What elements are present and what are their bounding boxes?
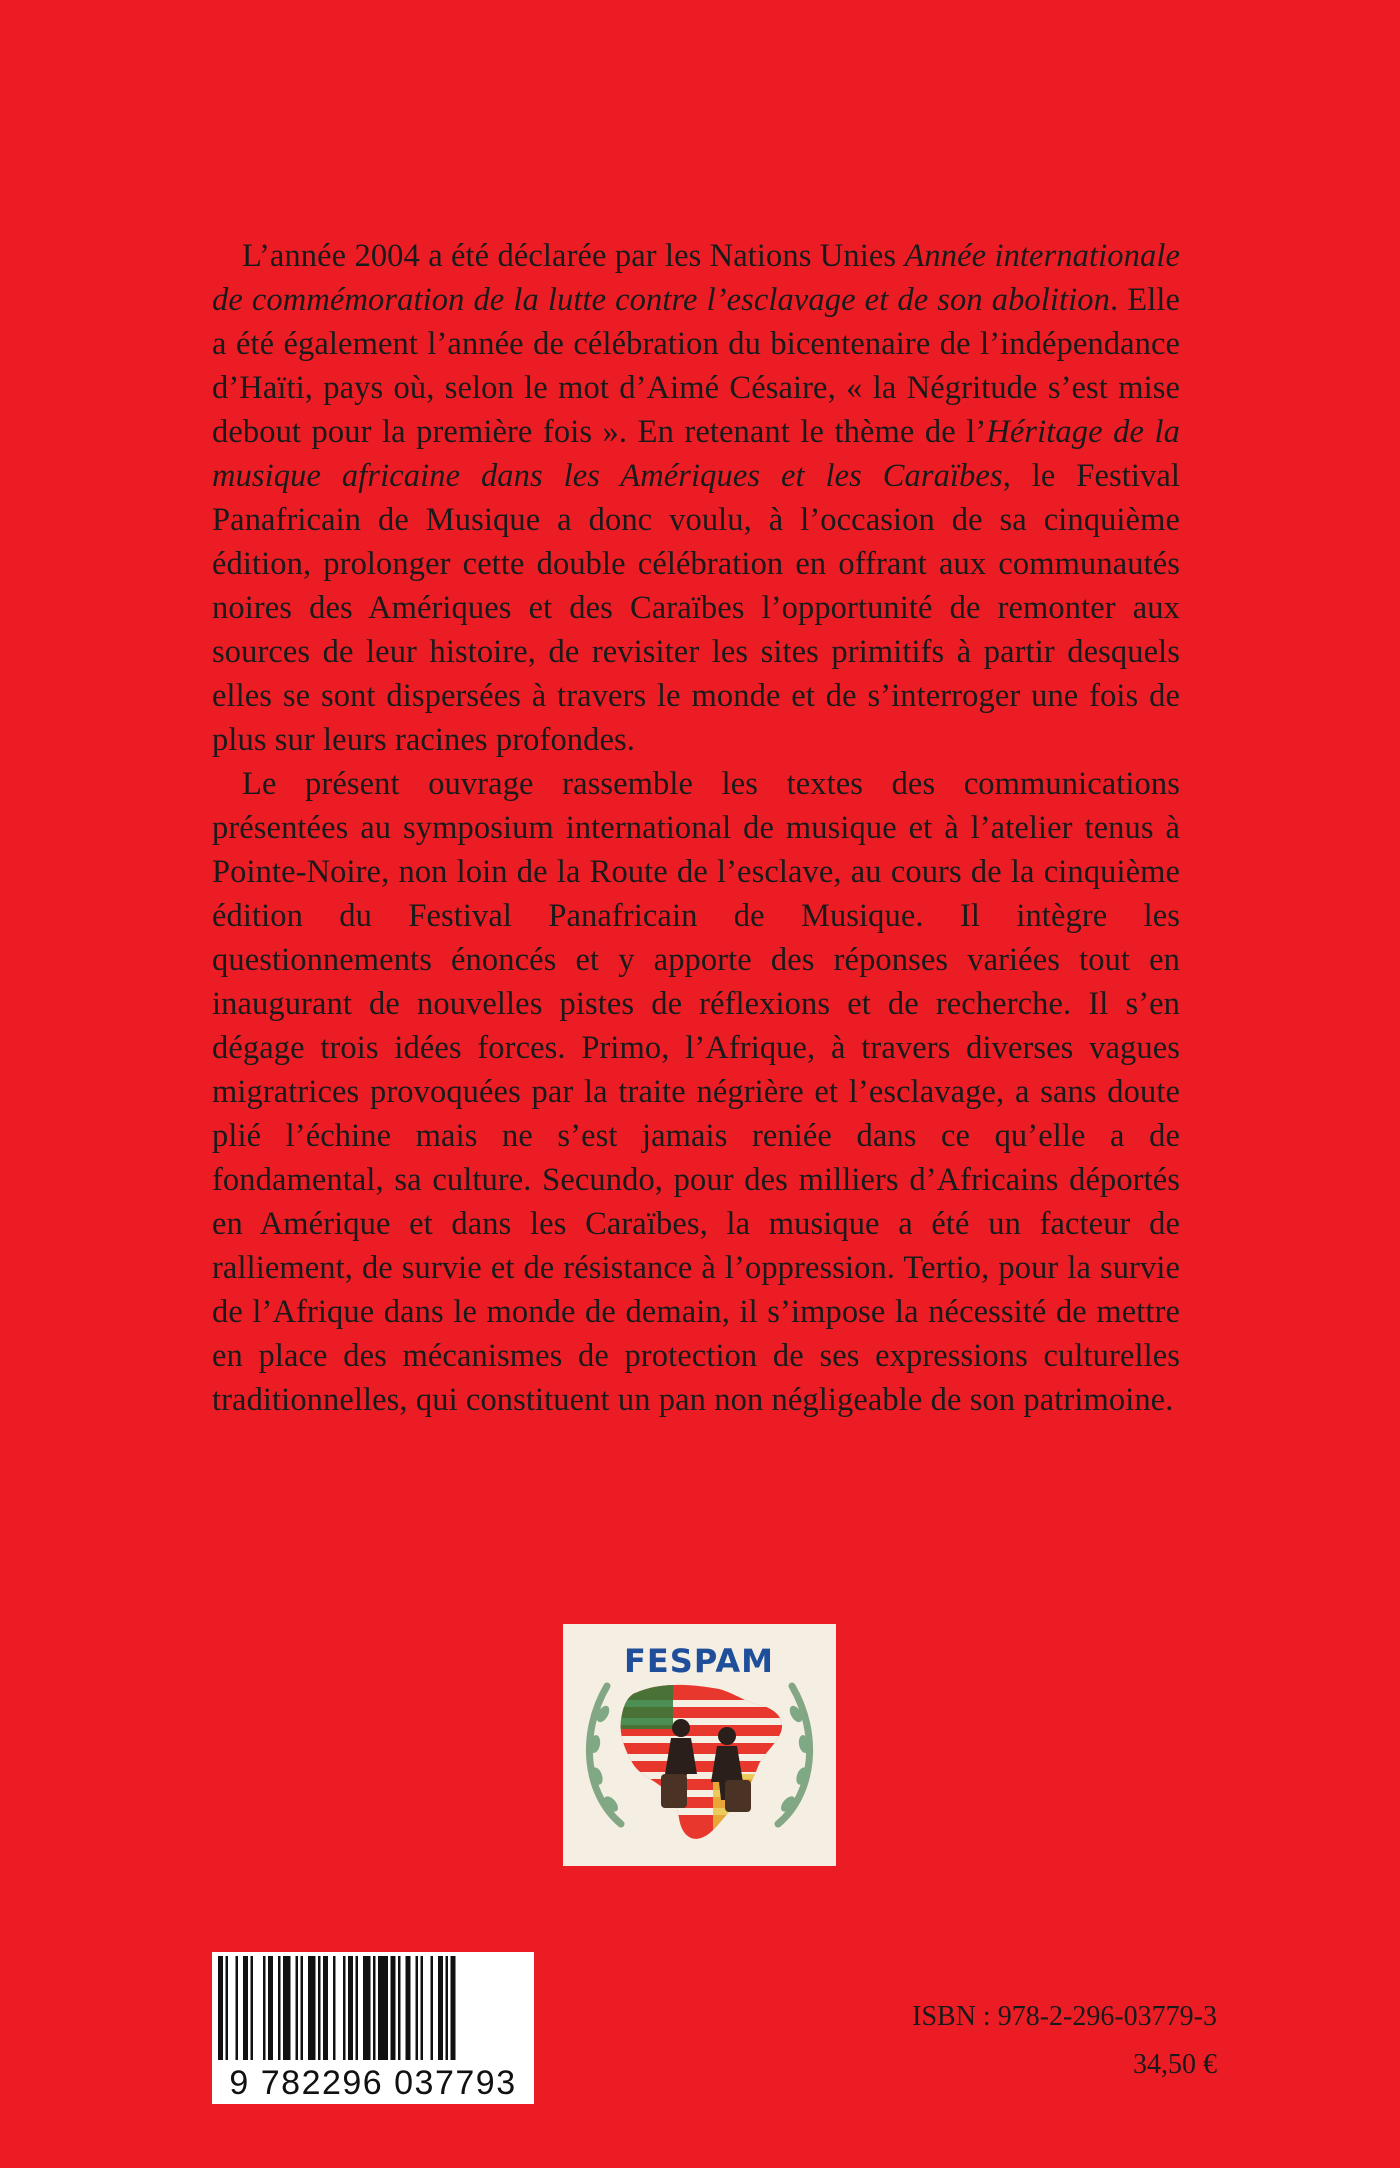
barcode-bar [263, 1956, 266, 2060]
barcode-bar [301, 1956, 304, 2060]
barcode-bar [283, 1956, 291, 2060]
barcode-bar [323, 1956, 328, 2060]
barcode-bar [363, 1956, 371, 2060]
text-run-italic: Héritage de la musique africaine dans les Amériques et les Caraïbes [212, 414, 1180, 494]
barcode-bar [318, 1956, 321, 2060]
barcode-icon [212, 1952, 534, 2062]
barcode-bar [416, 1956, 419, 2060]
barcode-bar [308, 1956, 316, 2060]
barcode-bar [406, 1956, 411, 2060]
barcode-bar [296, 1956, 299, 2060]
barcode-bar [398, 1956, 401, 2060]
barcode-bar [268, 1956, 273, 2060]
blurb-paragraph-2 [212, 762, 1180, 1422]
barcode-bar [251, 1956, 254, 2060]
text-run: . Elle a été également l’année de célébration du bicentenaire de l’indépendance d’Haïti, pays où, selon le mot d’Aimé Césaire, « la Négritude s’est mise debout pour la première fois ». En retenant le thème de l’ [212, 282, 1181, 450]
barcode-bar [421, 1956, 424, 2060]
fespam-africa-drummers-icon [563, 1624, 836, 1866]
barcode-bar [431, 1956, 434, 2060]
fespam-logo [563, 1624, 836, 1866]
barcode-bar [391, 1956, 396, 2060]
barcode-bar [438, 1956, 443, 2060]
text-run: , le Festival Panafricain de Musique a donc voulu, à l’occasion de sa cinquième édition, prolonger cette double célébration en offrant aux communautés noires des Amériques et des Caraïbes l’opportunité de remonter aux sources de leur histoire, de revisiter les sites primitifs à partir desquels elles se sont dispersées à travers le monde et de s’interroger une fois de plus sur leurs racines profondes. [212, 458, 1180, 758]
logo-wordmark: FESPAM [624, 1642, 774, 1680]
barcode-bar [236, 1956, 239, 2060]
barcode-bar [333, 1956, 336, 2060]
barcode-bar [348, 1956, 353, 2060]
barcode [212, 1952, 534, 2104]
text-run: L’année 2004 a été déclarée par les Nations Unies [242, 238, 905, 274]
text-run: Le présent ouvrage rassemble les textes des communications présentées au symposium international de musique et à l’atelier tenus à Pointe-Noire, non loin de la Route de l’esclave, au cours de la cinquième édition du Festival Panafricain de Musique. Il intègre les questionnements énoncés et y apporte des réponses variées tout en inaugurant de nouvelles pistes de réflexions et de recherche. Il s’en dégage trois idées forces. Primo, l’Afrique, à travers diverses vagues migratrices provoquées par la traite négrière et l’esclavage, a sans doute plié l’échine mais ne s’est jamais reniée dans ce qu’elle a de fondamental, sa culture. Secundo, pour des milliers d’Africains déportés en Amérique et dans les Caraïbes, la musique a été un facteur de ralliement, de survie et de résistance à l’oppression. Tertio, pour la survie de l’Afrique dans le monde de demain, il s’impose la nécessité de mettre en place des mécanismes de protection de ses expressions culturelles traditionnelles, qui constituent un pan non négligeable de son patrimoine. [212, 766, 1180, 1418]
text-run-italic: Année internationale de commémoration de la lutte contre l’esclavage et de son abolition [212, 238, 1180, 318]
isbn: ISBN : 978-2-296-03779-3 [912, 2001, 1217, 2032]
barcode-bar [446, 1956, 449, 2060]
barcode-bar [226, 1956, 229, 2060]
barcode-bar [243, 1956, 248, 2060]
barcode-bar [218, 1956, 223, 2060]
price: 34,50 € [1133, 2049, 1217, 2080]
barcode-bar [378, 1956, 388, 2060]
barcode-bar [373, 1956, 376, 2060]
barcode-bar [356, 1956, 359, 2060]
barcode-digits: 9 782296 037793 [212, 2062, 534, 2104]
barcode-bar [343, 1956, 346, 2060]
blurb-paragraph-1 [212, 234, 1180, 762]
barcode-bar [451, 1956, 456, 2060]
blurb-text [212, 234, 1180, 1422]
barcode-bar [278, 1956, 281, 2060]
